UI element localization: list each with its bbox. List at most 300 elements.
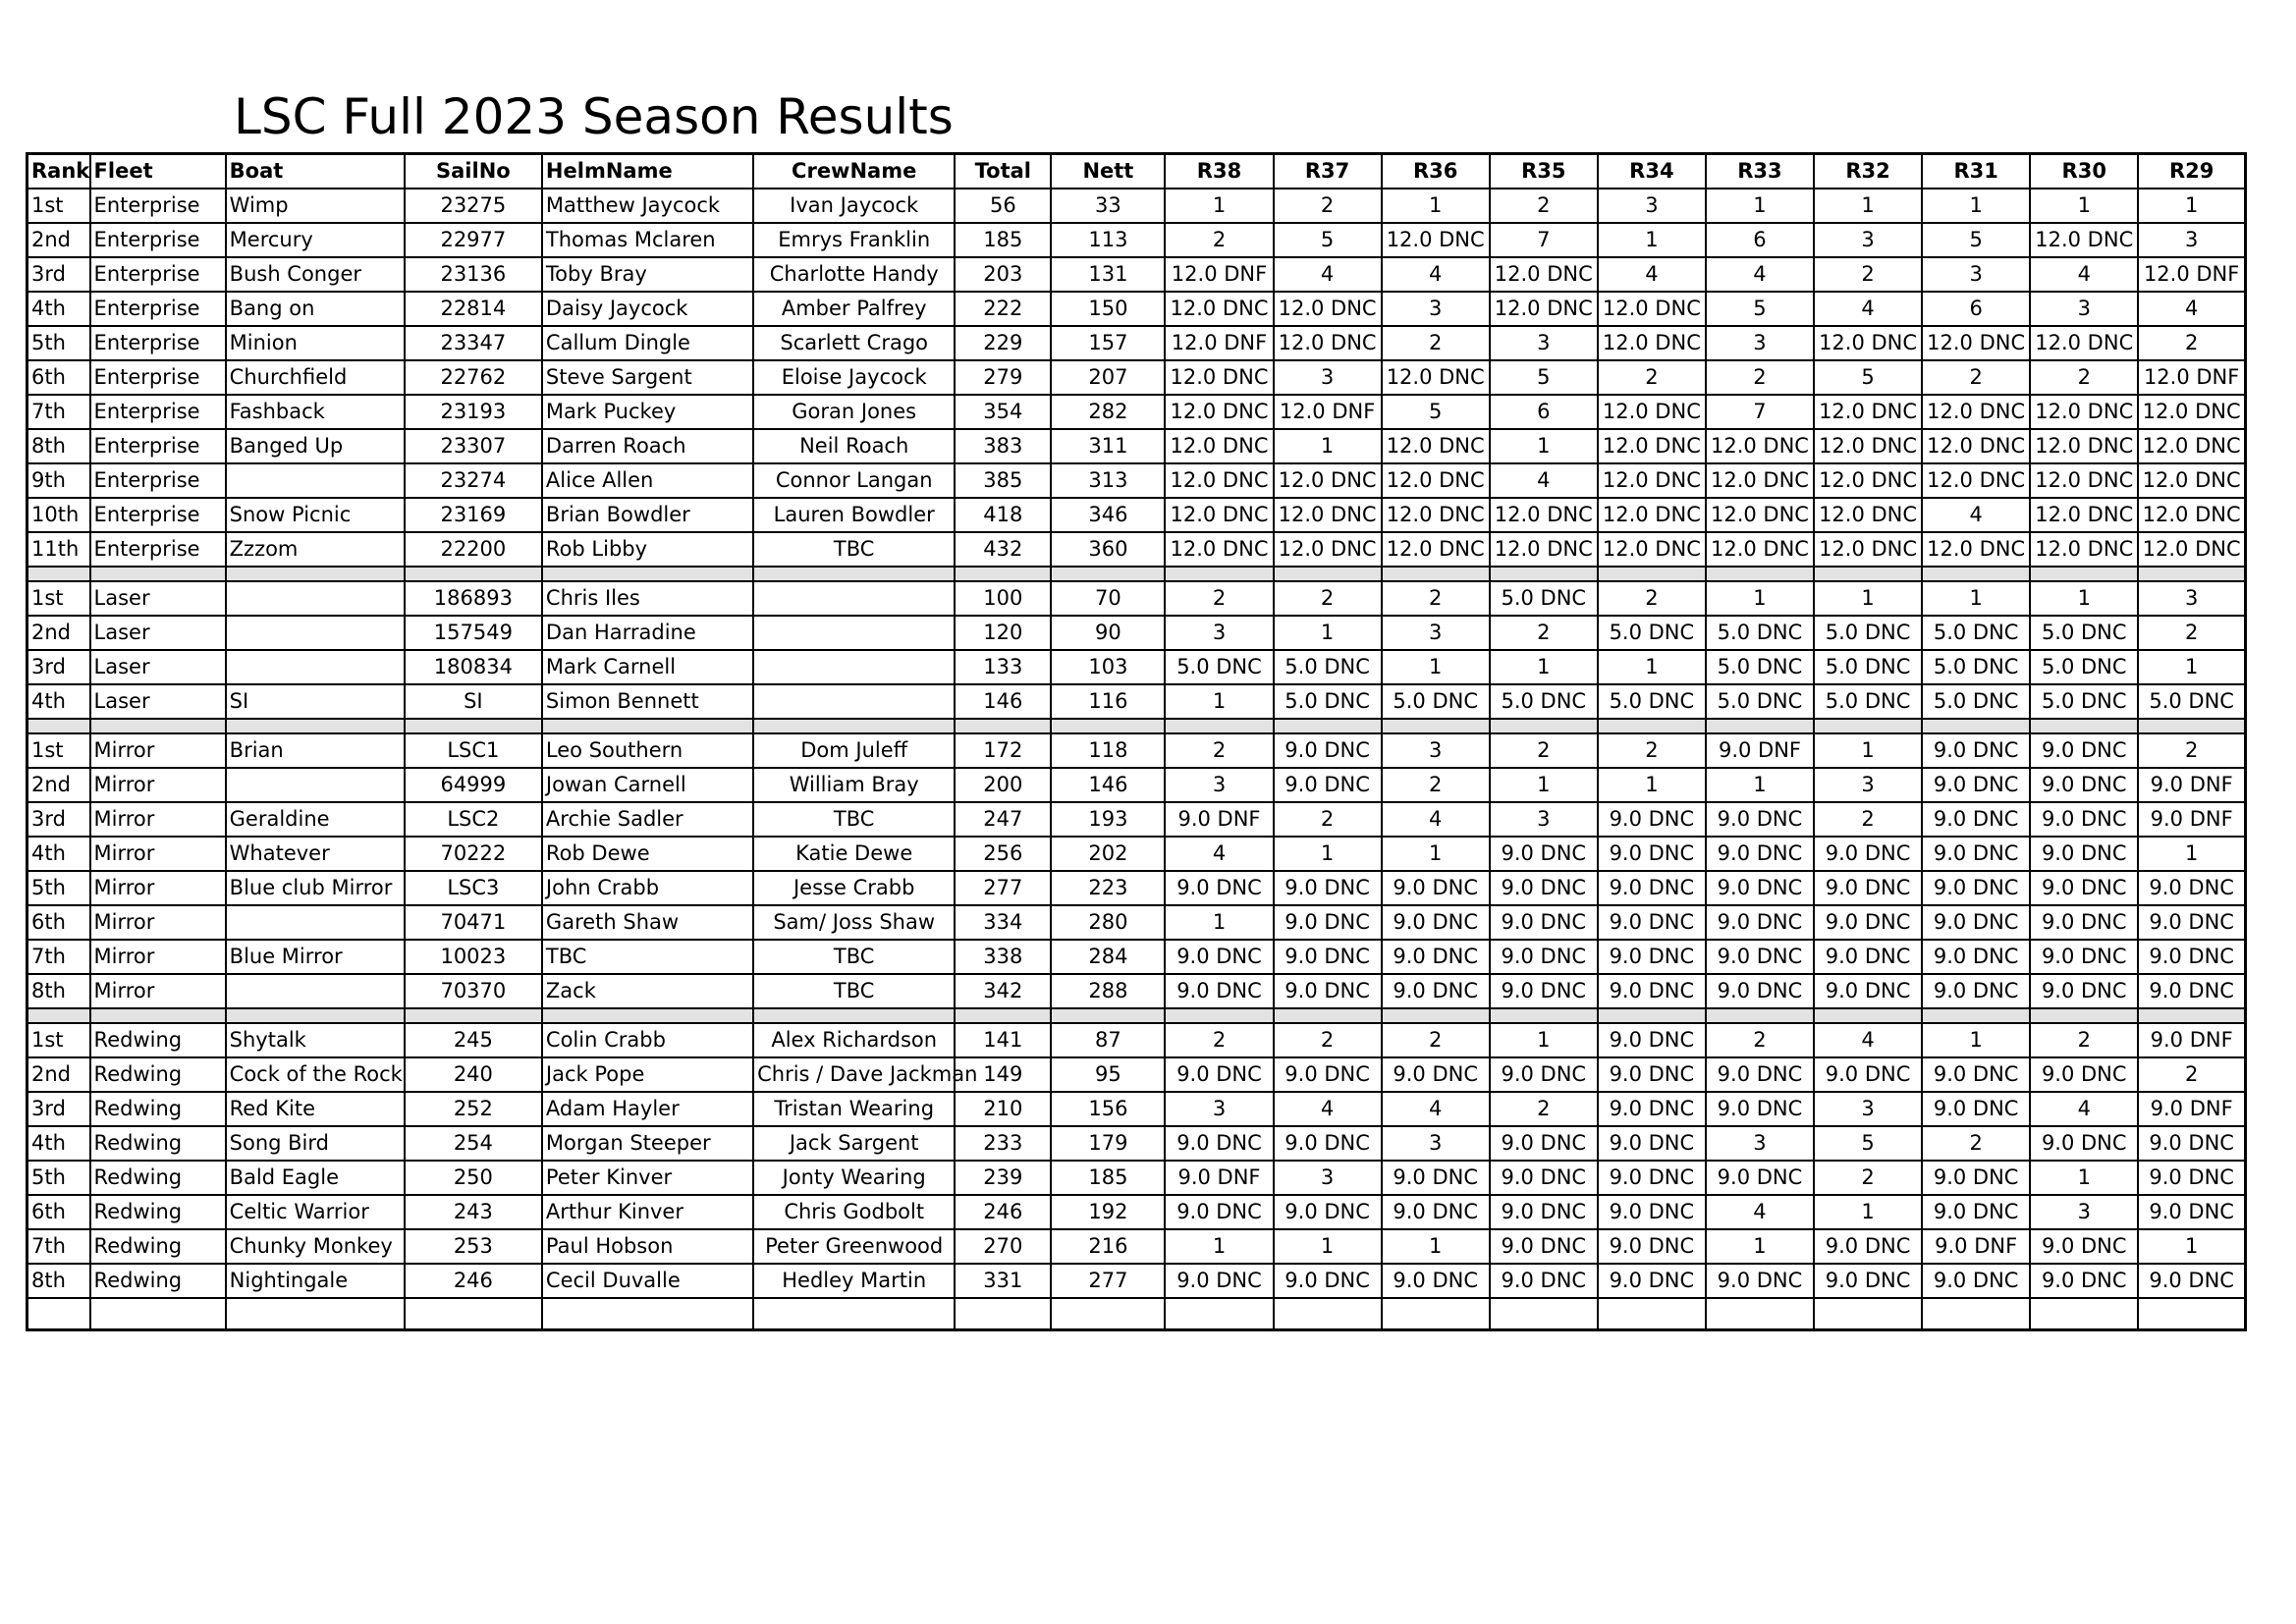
cell-nett: 156: [1051, 1092, 1165, 1126]
separator-cell: [1051, 719, 1165, 733]
cell-sailno: 180834: [405, 650, 542, 684]
cell-r33: 9.0 DNC: [1706, 837, 1814, 871]
table-row: [27, 292, 2246, 326]
cell-fleet: Redwing: [90, 1161, 226, 1195]
cell-sailno: 245: [405, 1023, 542, 1057]
separator-cell: [226, 1008, 405, 1023]
cell-r29: 3: [2138, 223, 2245, 257]
cell-total: 210: [955, 1092, 1051, 1126]
cell-r38: 9.0 DNC: [1165, 974, 1273, 1008]
column-header-rank: Rank: [27, 154, 90, 189]
cell-r36: 5: [1382, 395, 1490, 429]
separator-cell: [1814, 1008, 1922, 1023]
separator-cell: [1490, 1008, 1598, 1023]
separator-cell: [955, 1008, 1051, 1023]
cell-sailno: 22977: [405, 223, 542, 257]
separator-cell: [1165, 567, 1273, 581]
cell-rank: 5th: [27, 1161, 90, 1195]
cell-nett: 146: [1051, 768, 1165, 802]
column-header-crew: CrewName: [753, 154, 955, 189]
cell-r38: 9.0 DNF: [1165, 1161, 1273, 1195]
cell-r34: 9.0 DNC: [1598, 1195, 1706, 1229]
cell-r36: 12.0 DNC: [1382, 429, 1490, 463]
cell-r37: 2: [1274, 189, 1382, 223]
cell-boat: Cock of the Rock: [226, 1057, 405, 1092]
separator-cell: [1165, 1008, 1273, 1023]
cell-rank: 2nd: [27, 1057, 90, 1092]
cell-rank: 5th: [27, 871, 90, 905]
cell-r30: 9.0 DNC: [2030, 1126, 2138, 1161]
cell-r33: 9.0 DNC: [1706, 1161, 1814, 1195]
cell-boat: Blue Mirror: [226, 940, 405, 974]
cell-r31: 12.0 DNC: [1922, 326, 2030, 360]
cell-r33: 5.0 DNC: [1706, 616, 1814, 650]
cell-sailno: 23307: [405, 429, 542, 463]
cell-r32: 4: [1814, 1023, 1922, 1057]
cell-helm: Thomas Mclaren: [542, 223, 753, 257]
cell-crew: Jonty Wearing: [753, 1161, 955, 1195]
cell-nett: 87: [1051, 1023, 1165, 1057]
cell-r30: 12.0 DNC: [2030, 326, 2138, 360]
cell-r37: 3: [1274, 1161, 1382, 1195]
cell-rank: 11th: [27, 532, 90, 567]
cell-r35: 5.0 DNC: [1490, 581, 1598, 616]
cell-r36: 2: [1382, 326, 1490, 360]
cell-fleet: Redwing: [90, 1023, 226, 1057]
cell-sailno: 70471: [405, 905, 542, 940]
cell-r37: 1: [1274, 616, 1382, 650]
cell-crew: TBC: [753, 532, 955, 567]
table-row: [27, 1229, 2246, 1264]
cell-crew: [753, 650, 955, 684]
separator-cell: [542, 567, 753, 581]
cell-sailno: LSC3: [405, 871, 542, 905]
cell-r38: 3: [1165, 1092, 1273, 1126]
cell-fleet: Redwing: [90, 1264, 226, 1298]
empty-cell: [90, 1298, 226, 1330]
cell-crew: Chris / Dave Jackman: [753, 1057, 955, 1092]
separator-cell: [1382, 567, 1490, 581]
separator-cell: [1382, 1008, 1490, 1023]
cell-rank: 1st: [27, 733, 90, 768]
cell-fleet: Mirror: [90, 802, 226, 837]
cell-r36: 4: [1382, 257, 1490, 292]
separator-cell: [27, 1008, 90, 1023]
cell-r37: 5.0 DNC: [1274, 684, 1382, 719]
cell-r36: 9.0 DNC: [1382, 940, 1490, 974]
cell-r32: 12.0 DNC: [1814, 532, 1922, 567]
separator-cell: [2138, 1008, 2245, 1023]
cell-nett: 150: [1051, 292, 1165, 326]
cell-nett: 118: [1051, 733, 1165, 768]
cell-r30: 9.0 DNC: [2030, 974, 2138, 1008]
empty-cell: [405, 1298, 542, 1330]
cell-total: 200: [955, 768, 1051, 802]
cell-r35: 9.0 DNC: [1490, 1057, 1598, 1092]
cell-boat: Chunky Monkey: [226, 1229, 405, 1264]
cell-r30: 2: [2030, 360, 2138, 395]
cell-r33: 9.0 DNC: [1706, 1092, 1814, 1126]
cell-nett: 70: [1051, 581, 1165, 616]
cell-boat: Snow Picnic: [226, 498, 405, 532]
cell-helm: Darren Roach: [542, 429, 753, 463]
cell-total: 222: [955, 292, 1051, 326]
cell-r37: 12.0 DNC: [1274, 498, 1382, 532]
cell-r33: 1: [1706, 768, 1814, 802]
separator-cell: [90, 719, 226, 733]
cell-r38: 12.0 DNF: [1165, 326, 1273, 360]
cell-r37: 2: [1274, 1023, 1382, 1057]
cell-r30: 1: [2030, 1161, 2138, 1195]
column-header-total: Total: [955, 154, 1051, 189]
cell-nett: 284: [1051, 940, 1165, 974]
empty-cell: [1922, 1298, 2030, 1330]
cell-r35: 9.0 DNC: [1490, 871, 1598, 905]
cell-r38: 1: [1165, 684, 1273, 719]
table-row: [27, 395, 2246, 429]
cell-fleet: Mirror: [90, 837, 226, 871]
cell-r34: 9.0 DNC: [1598, 940, 1706, 974]
separator-cell: [542, 1008, 753, 1023]
column-header-r37: R37: [1274, 154, 1382, 189]
cell-crew: [753, 684, 955, 719]
cell-r30: 9.0 DNC: [2030, 1229, 2138, 1264]
cell-r33: 2: [1706, 1023, 1814, 1057]
cell-sailno: 22762: [405, 360, 542, 395]
cell-total: 342: [955, 974, 1051, 1008]
cell-nett: 311: [1051, 429, 1165, 463]
cell-r34: 9.0 DNC: [1598, 1057, 1706, 1092]
cell-helm: Toby Bray: [542, 257, 753, 292]
cell-total: 141: [955, 1023, 1051, 1057]
separator-cell: [1274, 719, 1382, 733]
cell-r38: 1: [1165, 905, 1273, 940]
cell-r31: 1: [1922, 1023, 2030, 1057]
cell-helm: Jowan Carnell: [542, 768, 753, 802]
cell-r29: 9.0 DNF: [2138, 1092, 2245, 1126]
cell-r30: 9.0 DNC: [2030, 940, 2138, 974]
cell-rank: 7th: [27, 395, 90, 429]
cell-fleet: Enterprise: [90, 463, 226, 498]
cell-nett: 193: [1051, 802, 1165, 837]
cell-r30: 9.0 DNC: [2030, 871, 2138, 905]
cell-r30: 12.0 DNC: [2030, 463, 2138, 498]
cell-r30: 3: [2030, 1195, 2138, 1229]
cell-r32: 9.0 DNC: [1814, 905, 1922, 940]
cell-r34: 9.0 DNC: [1598, 1264, 1706, 1298]
table-row: [27, 940, 2246, 974]
cell-r38: 12.0 DNF: [1165, 257, 1273, 292]
fleet-separator: [27, 567, 2246, 581]
cell-crew: Jesse Crabb: [753, 871, 955, 905]
cell-r32: 12.0 DNC: [1814, 429, 1922, 463]
separator-cell: [753, 567, 955, 581]
cell-crew: Sam/ Joss Shaw: [753, 905, 955, 940]
cell-sailno: LSC1: [405, 733, 542, 768]
cell-r33: 5.0 DNC: [1706, 650, 1814, 684]
table-row: [27, 1195, 2246, 1229]
cell-total: 146: [955, 684, 1051, 719]
cell-total: 277: [955, 871, 1051, 905]
cell-nett: 313: [1051, 463, 1165, 498]
cell-r37: 12.0 DNC: [1274, 326, 1382, 360]
cell-crew: Charlotte Handy: [753, 257, 955, 292]
separator-cell: [1490, 567, 1598, 581]
cell-r33: 4: [1706, 1195, 1814, 1229]
cell-r35: 9.0 DNC: [1490, 905, 1598, 940]
cell-r36: 9.0 DNC: [1382, 1195, 1490, 1229]
cell-total: 338: [955, 940, 1051, 974]
cell-r33: 2: [1706, 360, 1814, 395]
cell-r34: 12.0 DNC: [1598, 395, 1706, 429]
cell-r34: 9.0 DNC: [1598, 1092, 1706, 1126]
cell-fleet: Enterprise: [90, 257, 226, 292]
cell-crew: TBC: [753, 802, 955, 837]
cell-r37: 2: [1274, 802, 1382, 837]
column-header-boat: Boat: [226, 154, 405, 189]
empty-cell: [1382, 1298, 1490, 1330]
cell-r37: 12.0 DNC: [1274, 292, 1382, 326]
separator-cell: [2030, 567, 2138, 581]
cell-r33: 12.0 DNC: [1706, 429, 1814, 463]
cell-r33: 9.0 DNC: [1706, 871, 1814, 905]
cell-r31: 3: [1922, 257, 2030, 292]
page-title: LSC Full 2023 Season Results: [234, 88, 954, 145]
cell-r37: 12.0 DNC: [1274, 463, 1382, 498]
cell-r30: 12.0 DNC: [2030, 395, 2138, 429]
cell-total: 120: [955, 616, 1051, 650]
cell-fleet: Laser: [90, 684, 226, 719]
separator-cell: [2138, 719, 2245, 733]
cell-helm: Paul Hobson: [542, 1229, 753, 1264]
cell-r29: 2: [2138, 733, 2245, 768]
cell-r38: 2: [1165, 581, 1273, 616]
cell-helm: Colin Crabb: [542, 1023, 753, 1057]
cell-fleet: Mirror: [90, 871, 226, 905]
column-header-r29: R29: [2138, 154, 2245, 189]
separator-cell: [753, 1008, 955, 1023]
cell-r29: 2: [2138, 1057, 2245, 1092]
cell-r30: 5.0 DNC: [2030, 650, 2138, 684]
table-row: [27, 1161, 2246, 1195]
cell-nett: 360: [1051, 532, 1165, 567]
column-header-r38: R38: [1165, 154, 1273, 189]
cell-sailno: 23347: [405, 326, 542, 360]
cell-helm: Cecil Duvalle: [542, 1264, 753, 1298]
cell-helm: Arthur Kinver: [542, 1195, 753, 1229]
cell-r36: 3: [1382, 1126, 1490, 1161]
cell-rank: 9th: [27, 463, 90, 498]
cell-total: 279: [955, 360, 1051, 395]
cell-r32: 12.0 DNC: [1814, 395, 1922, 429]
cell-nett: 207: [1051, 360, 1165, 395]
cell-r31: 9.0 DNC: [1922, 974, 2030, 1008]
cell-nett: 346: [1051, 498, 1165, 532]
cell-total: 233: [955, 1126, 1051, 1161]
cell-nett: 202: [1051, 837, 1165, 871]
cell-r35: 1: [1490, 650, 1598, 684]
cell-r32: 1: [1814, 581, 1922, 616]
cell-r31: 5.0 DNC: [1922, 684, 2030, 719]
cell-nett: 179: [1051, 1126, 1165, 1161]
cell-r31: 9.0 DNC: [1922, 733, 2030, 768]
cell-crew: Hedley Martin: [753, 1264, 955, 1298]
cell-crew: Connor Langan: [753, 463, 955, 498]
cell-rank: 4th: [27, 1126, 90, 1161]
cell-boat: Mercury: [226, 223, 405, 257]
cell-boat: Celtic Warrior: [226, 1195, 405, 1229]
cell-boat: Fashback: [226, 395, 405, 429]
cell-r29: 9.0 DNF: [2138, 1023, 2245, 1057]
cell-sailno: 240: [405, 1057, 542, 1092]
table-row: [27, 532, 2246, 567]
cell-sailno: 186893: [405, 581, 542, 616]
cell-boat: Bang on: [226, 292, 405, 326]
cell-r38: 5.0 DNC: [1165, 650, 1273, 684]
column-header-r32: R32: [1814, 154, 1922, 189]
cell-fleet: Enterprise: [90, 360, 226, 395]
cell-r31: 12.0 DNC: [1922, 532, 2030, 567]
cell-r31: 12.0 DNC: [1922, 395, 2030, 429]
separator-cell: [2030, 719, 2138, 733]
cell-r32: 12.0 DNC: [1814, 498, 1922, 532]
cell-rank: 1st: [27, 1023, 90, 1057]
cell-r37: 5.0 DNC: [1274, 650, 1382, 684]
cell-r38: 3: [1165, 768, 1273, 802]
cell-r31: 9.0 DNC: [1922, 1264, 2030, 1298]
cell-r31: 9.0 DNC: [1922, 940, 2030, 974]
cell-r38: 9.0 DNC: [1165, 1264, 1273, 1298]
table-row: [27, 1023, 2246, 1057]
cell-nett: 282: [1051, 395, 1165, 429]
cell-r36: 9.0 DNC: [1382, 1264, 1490, 1298]
cell-r38: 9.0 DNC: [1165, 1195, 1273, 1229]
column-header-r33: R33: [1706, 154, 1814, 189]
cell-helm: Simon Bennett: [542, 684, 753, 719]
separator-cell: [90, 567, 226, 581]
cell-helm: Alice Allen: [542, 463, 753, 498]
cell-r29: 12.0 DNF: [2138, 360, 2245, 395]
cell-r35: 3: [1490, 326, 1598, 360]
cell-boat: Blue club Mirror: [226, 871, 405, 905]
cell-nett: 116: [1051, 684, 1165, 719]
table-row: [27, 905, 2246, 940]
results-table: [26, 152, 2247, 1331]
separator-cell: [1274, 567, 1382, 581]
cell-fleet: Enterprise: [90, 498, 226, 532]
separator-cell: [955, 719, 1051, 733]
table-row: [27, 189, 2246, 223]
cell-total: 56: [955, 189, 1051, 223]
cell-r30: 4: [2030, 1092, 2138, 1126]
cell-r37: 9.0 DNC: [1274, 871, 1382, 905]
empty-cell: [1274, 1298, 1382, 1330]
cell-crew: TBC: [753, 940, 955, 974]
cell-nett: 288: [1051, 974, 1165, 1008]
cell-sailno: 22200: [405, 532, 542, 567]
cell-r29: 9.0 DNC: [2138, 1126, 2245, 1161]
cell-nett: 95: [1051, 1057, 1165, 1092]
cell-boat: Banged Up: [226, 429, 405, 463]
table-row: [27, 581, 2246, 616]
cell-nett: 280: [1051, 905, 1165, 940]
cell-helm: Jack Pope: [542, 1057, 753, 1092]
cell-r35: 12.0 DNC: [1490, 498, 1598, 532]
cell-fleet: Redwing: [90, 1195, 226, 1229]
cell-rank: 6th: [27, 905, 90, 940]
cell-r38: 2: [1165, 1023, 1273, 1057]
empty-cell: [27, 1298, 90, 1330]
cell-r34: 12.0 DNC: [1598, 498, 1706, 532]
cell-fleet: Enterprise: [90, 223, 226, 257]
cell-rank: 8th: [27, 429, 90, 463]
cell-total: 385: [955, 463, 1051, 498]
cell-r32: 3: [1814, 768, 1922, 802]
cell-r37: 9.0 DNC: [1274, 768, 1382, 802]
cell-r36: 3: [1382, 292, 1490, 326]
cell-nett: 103: [1051, 650, 1165, 684]
empty-cell: [1051, 1298, 1165, 1330]
cell-boat: Brian: [226, 733, 405, 768]
cell-total: 203: [955, 257, 1051, 292]
empty-cell: [753, 1298, 955, 1330]
cell-r30: 12.0 DNC: [2030, 532, 2138, 567]
cell-crew: Lauren Bowdler: [753, 498, 955, 532]
cell-r29: 12.0 DNC: [2138, 429, 2245, 463]
cell-r38: 9.0 DNC: [1165, 1057, 1273, 1092]
cell-rank: 3rd: [27, 650, 90, 684]
cell-r38: 3: [1165, 616, 1273, 650]
cell-total: 149: [955, 1057, 1051, 1092]
cell-r37: 4: [1274, 1092, 1382, 1126]
cell-r31: 2: [1922, 1126, 2030, 1161]
table-row: [27, 429, 2246, 463]
cell-fleet: Redwing: [90, 1229, 226, 1264]
cell-r37: 9.0 DNC: [1274, 1195, 1382, 1229]
table-row: [27, 733, 2246, 768]
cell-fleet: Mirror: [90, 940, 226, 974]
cell-r35: 9.0 DNC: [1490, 974, 1598, 1008]
cell-r31: 1: [1922, 581, 2030, 616]
cell-r34: 5.0 DNC: [1598, 616, 1706, 650]
cell-nett: 113: [1051, 223, 1165, 257]
cell-r30: 4: [2030, 257, 2138, 292]
separator-cell: [1598, 1008, 1706, 1023]
cell-fleet: Mirror: [90, 733, 226, 768]
cell-r32: 2: [1814, 802, 1922, 837]
cell-r33: 1: [1706, 581, 1814, 616]
cell-r34: 9.0 DNC: [1598, 802, 1706, 837]
column-header-sailno: SailNo: [405, 154, 542, 189]
cell-sailno: 22814: [405, 292, 542, 326]
table-row: [27, 1057, 2246, 1092]
cell-boat: [226, 463, 405, 498]
cell-r35: 9.0 DNC: [1490, 1195, 1598, 1229]
cell-r35: 5.0 DNC: [1490, 684, 1598, 719]
cell-r36: 1: [1382, 837, 1490, 871]
cell-boat: SI: [226, 684, 405, 719]
cell-r36: 9.0 DNC: [1382, 1057, 1490, 1092]
separator-cell: [1051, 1008, 1165, 1023]
cell-r35: 7: [1490, 223, 1598, 257]
separator-cell: [1814, 719, 1922, 733]
cell-r35: 3: [1490, 802, 1598, 837]
cell-r34: 12.0 DNC: [1598, 532, 1706, 567]
cell-r29: 12.0 DNC: [2138, 395, 2245, 429]
cell-r31: 9.0 DNF: [1922, 1229, 2030, 1264]
cell-r32: 9.0 DNC: [1814, 871, 1922, 905]
cell-total: 172: [955, 733, 1051, 768]
